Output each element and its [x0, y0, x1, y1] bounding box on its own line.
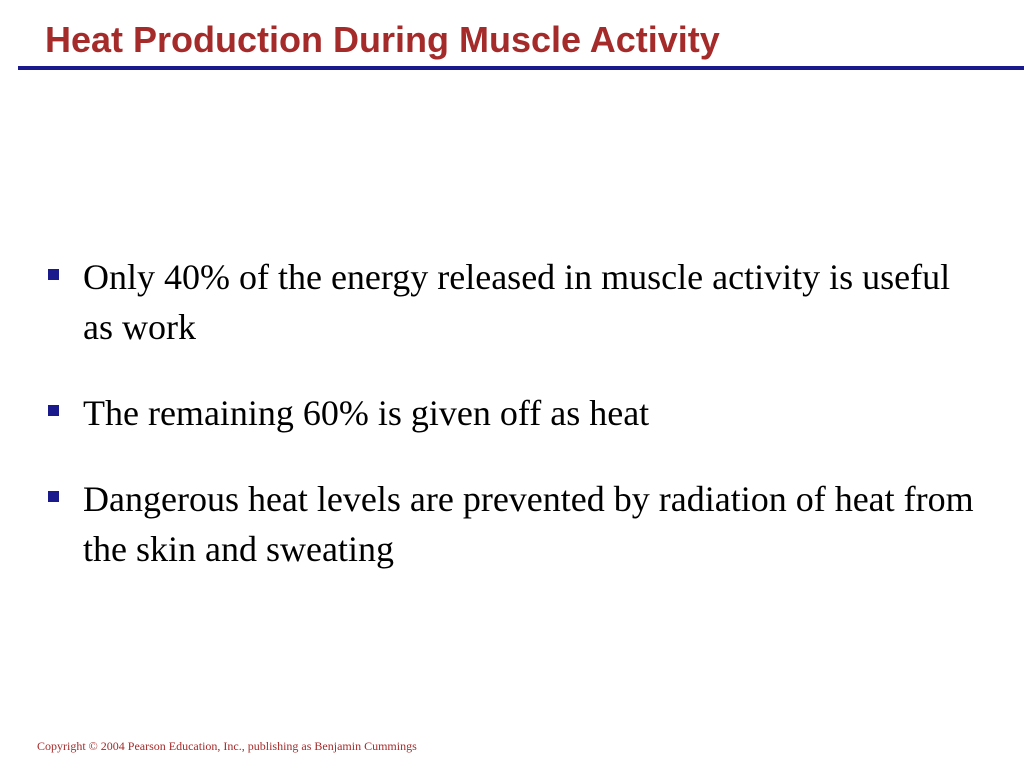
bullet-list [48, 252, 988, 574]
square-bullet-icon [48, 405, 59, 416]
bullet-item [48, 388, 988, 438]
square-bullet-icon [48, 491, 59, 502]
bullet-text: Only 40% of the energy released in muscle activity is useful as work [83, 257, 951, 347]
title-divider [18, 66, 1024, 70]
bullet-item [48, 252, 988, 352]
bullet-text: The remaining 60% is given off as heat [83, 393, 650, 433]
bullet-text: Dangerous heat levels are prevented by radiation of heat from the skin and sweating [83, 479, 974, 569]
slide-title: Heat Production During Muscle Activity [45, 19, 720, 60]
copyright-footer: Copyright © 2004 Pearson Education, Inc., publishing as Benjamin Cummings [37, 739, 417, 753]
square-bullet-icon [48, 269, 59, 280]
bullet-item [48, 474, 988, 574]
